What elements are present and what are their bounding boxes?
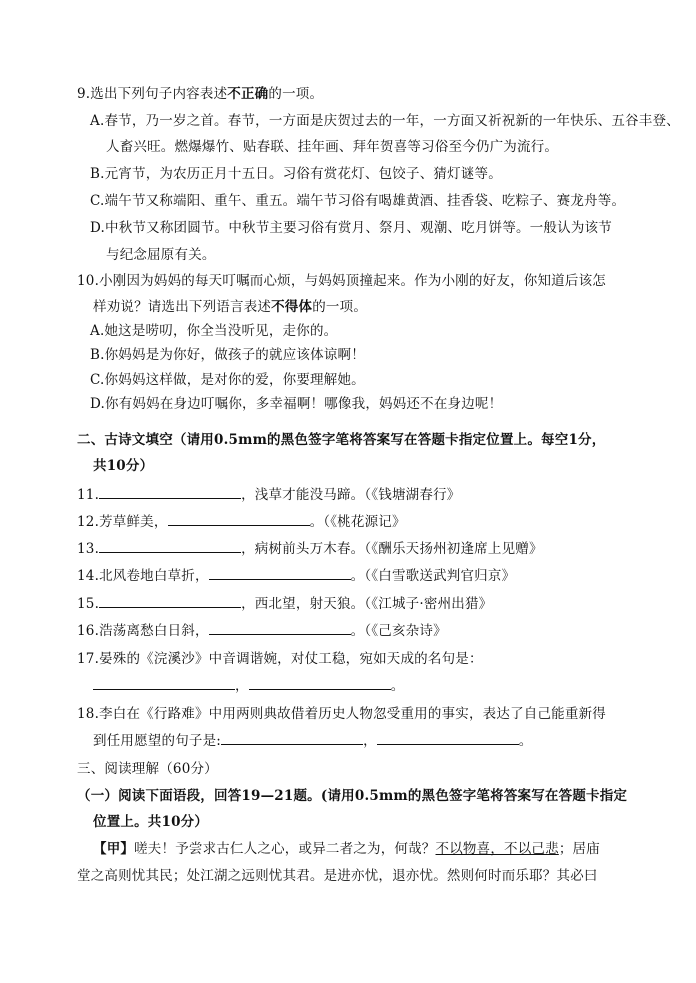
q17-blank-1[interactable] bbox=[93, 676, 235, 690]
q14: 14.北风卷地白草折， 。（《白雪歌送武判官归京》 bbox=[77, 568, 516, 584]
q11-blank[interactable] bbox=[99, 485, 241, 499]
q10-option-a: A.她这是唠叨，你全当没听见，走你的。 bbox=[90, 323, 338, 339]
q17-answer-line: ， 。 bbox=[93, 676, 404, 696]
section3-part1-title-line2: 位置上。共10分） bbox=[93, 814, 209, 830]
q13: 13. ，病树前头万木春。（《酬乐天扬州初逢席上见赠》 bbox=[77, 541, 543, 557]
q18-stem-line2: 到任用愿望的句子是: ， 。 bbox=[93, 733, 533, 749]
q10-stem-line2: 样劝说？请选出下列语言表述不得体的一项。 bbox=[93, 299, 368, 315]
q9-option-a-line2: 人畜兴旺。燃爆爆竹、贴春联、挂年画、拜年贺喜等习俗至今仍广为流行。 bbox=[106, 139, 559, 155]
q13-blank[interactable] bbox=[99, 539, 241, 553]
q18-blank-1[interactable] bbox=[221, 731, 363, 745]
q9-option-d-line2: 与纪念屈原有关。 bbox=[106, 247, 216, 263]
q12-blank[interactable] bbox=[168, 512, 310, 526]
q17-blank-2[interactable] bbox=[249, 676, 391, 690]
q10-option-b: B.你妈妈是为你好，做孩子的就应该体谅啊！ bbox=[90, 347, 365, 363]
q10-option-d: D.你有妈妈在身边叮嘱你，多幸福啊！哪像我，妈妈还不在身边呢！ bbox=[90, 396, 503, 412]
passage-jia-line1: 【甲】嗟夫！予尝求古仁人之心，或异二者之为，何哉？不以物喜，不以己悲；居庙 bbox=[93, 841, 600, 857]
q14-blank[interactable] bbox=[209, 566, 351, 580]
section3-title: 三、阅读理解（60分） bbox=[77, 761, 218, 777]
q9-option-c: C.端午节又称端阳、重午、重五。端午节习俗有喝雄黄酒、挂香袋、吃粽子、赛龙舟等。 bbox=[90, 193, 626, 209]
q9-option-a-line1: A.春节，乃一岁之首。春节，一方面是庆贺过去的一年，一方面又祈祝新的一年快乐、五谷丰登、 bbox=[90, 113, 680, 129]
q15-blank[interactable] bbox=[99, 594, 241, 608]
q9-option-b: B.元宵节，为农历正月十五日。习俗有赏花灯、包饺子、猜灯谜等。 bbox=[90, 166, 502, 182]
q15: 15. ，西北望，射天狼。（《江城子·密州出猎》 bbox=[77, 596, 493, 612]
q17-stem: 17.晏殊的《浣溪沙》中音调谐婉，对仗工稳，宛如天成的名句是： bbox=[77, 651, 483, 667]
section3-part1-title-line1: （一）阅读下面语段，回答19—21题。(请用0.5mm的黑色签字笔将答案写在答题卡指定 bbox=[77, 788, 628, 804]
q16-blank[interactable] bbox=[209, 621, 351, 635]
passage-jia-line2: 堂之高则忧其民；处江湖之远则忧其君。是进亦忧，退亦忧。然则何时而乐耶？其必曰 bbox=[77, 868, 598, 884]
q10-option-c: C.你妈妈这样做，是对你的爱，你要理解她。 bbox=[90, 372, 365, 388]
q18-blank-2[interactable] bbox=[377, 731, 519, 745]
q12: 12.芳草鲜美， 。（《桃花源记》 bbox=[77, 514, 406, 530]
q9-option-d-line1: D.中秋节又称团圆节。中秋节主要习俗有赏月、祭月、观潮、吃月饼等。一般认为该节 bbox=[90, 220, 612, 236]
underlined-phrase: 不以物喜，不以己悲 bbox=[435, 841, 559, 857]
section2-title-line2: 共10分） bbox=[93, 458, 154, 474]
q9-stem: 9.选出下列句子内容表述不正确的一项。 bbox=[77, 86, 324, 102]
q16: 16.浩荡离愁白日斜， 。（《己亥杂诗》 bbox=[77, 623, 447, 639]
section2-title-line1: 二、古诗文填空（请用0.5mm的黑色签字笔将答案写在答题卡指定位置上。每空1分， bbox=[77, 432, 606, 448]
q11: 11. ，浅草才能没马蹄。（《钱塘湖春行》 bbox=[77, 487, 461, 503]
q10-stem-line1: 10.小刚因为妈妈的每天叮嘱而心烦，与妈妈顶撞起来。作为小刚的好友，你知道后该怎 bbox=[77, 273, 606, 289]
q18-stem-line1: 18.李白在《行路难》中用两则典故借着历史人物忽受重用的事实，表达了自己能重新得 bbox=[77, 706, 606, 722]
